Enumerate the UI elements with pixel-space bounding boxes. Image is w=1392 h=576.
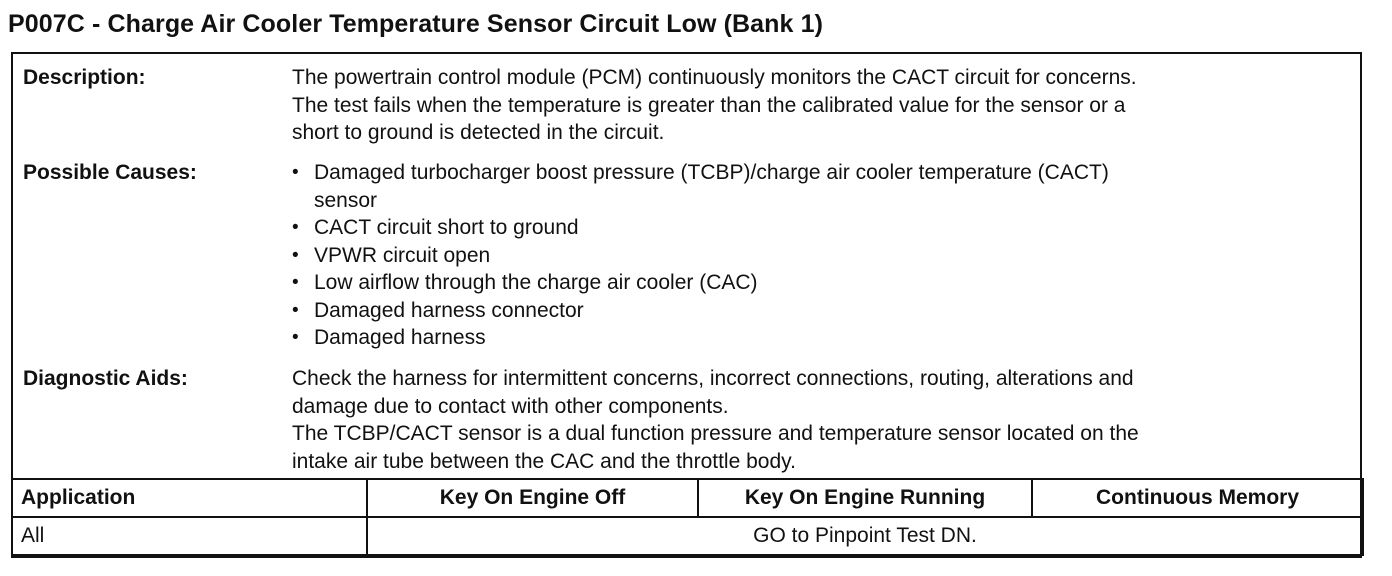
application-cell: All — [12, 517, 367, 555]
column-header-key-on-engine-running: Key On Engine Running — [698, 479, 1032, 517]
cause-text: Low airflow through the charge air cooler (CAC) — [314, 271, 758, 294]
cause-text: CACT circuit short to ground — [314, 216, 579, 239]
diagnostic-aids-label: Diagnostic Aids: — [23, 367, 188, 390]
possible-causes-list — [292, 159, 1109, 352]
column-header-continuous-memory: Continuous Memory — [1032, 479, 1363, 517]
description-line: The test fails when the temperature is greater than the calibrated value for the sensor or a — [292, 93, 1126, 117]
description-line: The powertrain control module (PCM) continuously monitors the CACT circuit for concerns. — [292, 66, 1137, 89]
description-text — [292, 64, 1137, 147]
list-item — [292, 324, 1109, 352]
cause-text: Damaged harness — [314, 326, 486, 349]
list-item — [292, 297, 1109, 325]
list-item — [292, 159, 1109, 214]
column-header-key-on-engine-off: Key On Engine Off — [367, 479, 698, 517]
description-label: Description: — [23, 66, 146, 89]
diagnostic-aids-line: Check the harness for intermittent concerns, incorrect connections, routing, alterations and — [292, 367, 1134, 390]
cause-text-continued: sensor — [314, 188, 378, 212]
table-header-row — [12, 479, 1363, 517]
list-item — [292, 242, 1109, 270]
possible-causes-label: Possible Causes: — [23, 161, 197, 184]
list-item — [292, 269, 1109, 297]
description-line: short to ground is detected in the circuit. — [292, 121, 665, 144]
cause-text: VPWR circuit open — [314, 243, 491, 267]
cause-text: Damaged harness connector — [314, 298, 584, 322]
diagnostic-aids-line: intake air tube between the CAC and the throttle body. — [292, 449, 796, 473]
diagnostic-aids-line: The TCBP/CACT sensor is a dual function pressure and temperature sensor located on the — [292, 422, 1139, 445]
page-title: P007C - Charge Air Cooler Temperature Sensor Circuit Low (Bank 1) — [8, 10, 824, 38]
possible-causes-list-container — [292, 159, 1109, 352]
table-row — [12, 517, 1363, 555]
application-table — [11, 478, 1364, 556]
list-item — [292, 214, 1109, 242]
diagnostic-aids-line: damage due to contact with other components. — [292, 394, 729, 418]
dtc-info-box — [11, 52, 1362, 558]
cause-text: Damaged turbocharger boost pressure (TCBP)/charge air cooler temperature (CACT) — [314, 161, 1109, 184]
column-header-application: Application — [12, 479, 367, 517]
action-cell: GO to Pinpoint Test DN. — [367, 517, 1363, 555]
diagnostic-aids-text — [292, 365, 1139, 475]
